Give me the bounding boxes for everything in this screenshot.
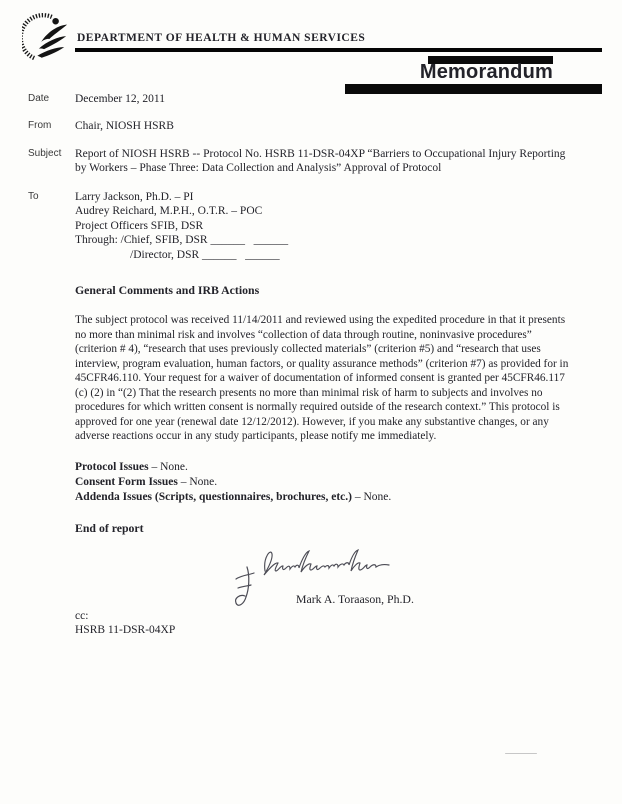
protocol-issues-line (75, 460, 572, 475)
hhs-eagle-logo (22, 13, 70, 65)
to-line-pi: Larry Jackson, Ph.D. – PI (75, 191, 194, 203)
scan-artifact (505, 753, 537, 754)
subject-label: Subject (28, 148, 62, 159)
date-value: December 12, 2011 (75, 93, 165, 105)
consent-form-issues-label: Consent Form Issues (75, 475, 178, 488)
consent-form-issues-line (75, 475, 572, 490)
to-value (75, 190, 572, 262)
subject-value: Report of NIOSH HSRB -- Protocol No. HSRB 11-DSR-04XP “Barriers to Occupational Injury Reporting by Workers – Phase Three: Data Collection and Analysis” Approval of Protocol (75, 148, 566, 175)
addenda-issues-line (75, 490, 572, 505)
cc-label: cc: (75, 610, 89, 622)
protocol-issues-label: Protocol Issues (75, 460, 149, 473)
department-title: DEPARTMENT OF HEALTH & HUMAN SERVICES (77, 32, 366, 44)
addenda-issues-value: – None. (352, 490, 392, 503)
section-heading: General Comments and IRB Actions (75, 283, 260, 297)
from-value: Chair, NIOSH HSRB (75, 120, 174, 132)
protocol-issues-value: – None. (148, 460, 188, 473)
subject-row (28, 147, 573, 175)
body-paragraph: The subject protocol was received 11/14/2011 and reviewed using the expedited procedure in that it presents no more than minimal risk and involves “collection of data through routine, noninvasive procedures” (criterion # 4), “research that uses previously collected materials” (criterion #5) and “research that uses interview, program evaluation, human factors, or quality assurance methods” (criterion #7) as provided for in 45CFR46.110. Your request for a waiver of documentation of informed consent is granted per 45CFR46.117 (c) (2) in “(2) That the research presents no more than minimal risk of harm to subjects and involves no procedures for which written consent is normally required outside of the research context.” This protocol is approved for one year (renewal date 12/12/2012). However, if you make any substantive changes, or any adverse reactions occur in any study participants, please notify me immediately. (75, 314, 569, 442)
to-label: To (28, 191, 39, 202)
handwritten-signature (258, 544, 396, 585)
from-row (28, 119, 573, 133)
cc-protocol-number: HSRB 11-DSR-04XP (75, 624, 176, 636)
date-label: Date (28, 93, 50, 104)
memo-body (75, 283, 572, 536)
to-row (28, 190, 573, 262)
end-of-report: End of report (75, 521, 144, 536)
signer-printed-name: Mark A. Toraason, Ph.D. (296, 592, 414, 606)
date-row (28, 92, 573, 106)
to-line-through-chief: Through: /Chief, SFIB, DSR ______ ______ (75, 234, 289, 247)
to-line-poc: Audrey Reichard, M.P.H., O.T.R. – POC (75, 205, 263, 218)
consent-form-issues-value: – None. (177, 475, 218, 488)
to-line-director: /Director, DSR ______ ______ (130, 248, 280, 261)
addenda-issues-label: Addenda Issues (Scripts, questionnaires, brochures, etc.) (75, 490, 352, 503)
from-label: From (28, 120, 52, 131)
header-rule (75, 48, 602, 52)
memo-title: Memorandum (419, 61, 553, 83)
to-line-project-officers: Project Officers SFIB, DSR (75, 219, 204, 232)
initials-scribble (232, 564, 258, 615)
